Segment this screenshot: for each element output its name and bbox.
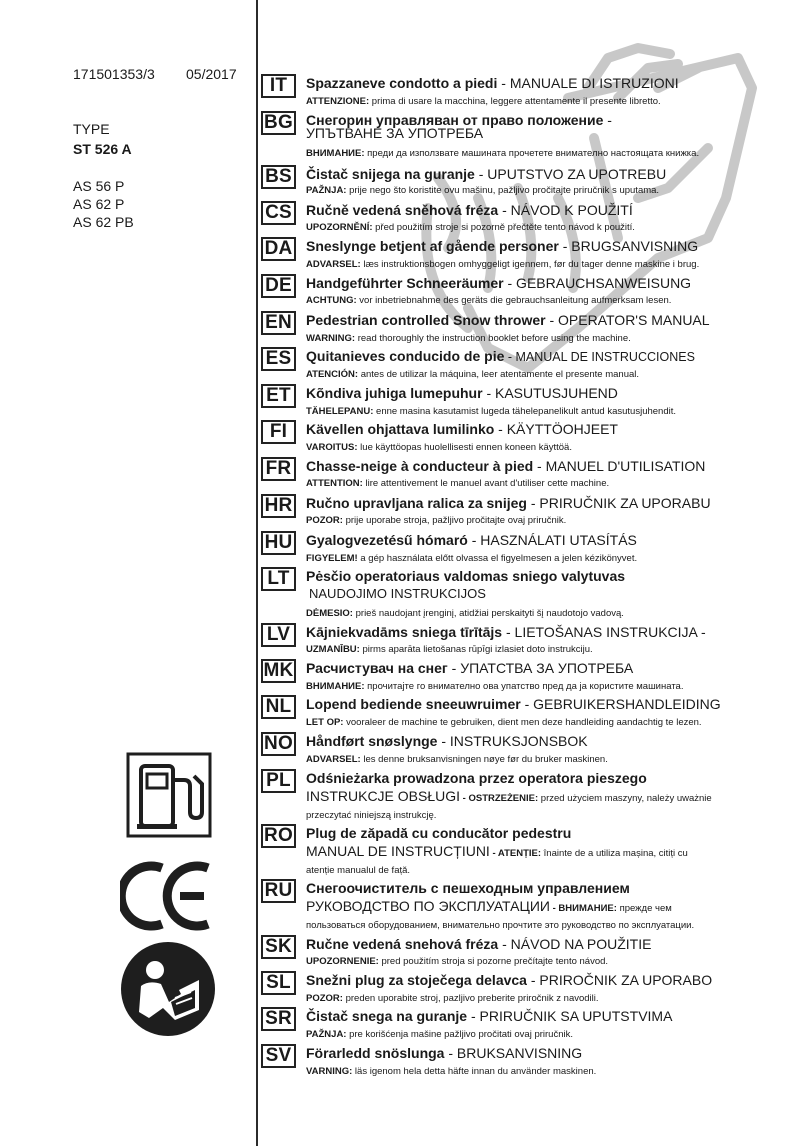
language-title: Lopend bediende sneeuwruimer - GEBRUIKERSHANDLEIDING <box>306 696 721 712</box>
warning-line: ADVARSEL: les denne bruksanvisningen nøye før du bruker maskinen. <box>306 754 608 765</box>
language-title: Čistač snega na guranje - PRIRUČNIK SA UPUTSTVIMA <box>306 1008 673 1024</box>
language-code-badge: RO <box>261 824 296 848</box>
language-title: Snežni plug za stoječega delavca - PRIROČNIK ZA UPORABO <box>306 972 713 988</box>
vertical-divider <box>256 0 258 1146</box>
language-title: Chasse-neige à conducteur à pied - MANUEL D'UTILISATION <box>306 458 706 474</box>
warning-line: TÄHELEPANU: enne masina kasutamist lugeda tähelepanelikult antud kasutusjuhendit. <box>306 406 677 417</box>
language-title: Pėsčio operatoriaus valdomas sniego valytuvas <box>306 568 626 584</box>
language-title: Ručně vedená sněhová fréza - NÁVOD K POUŽITÍ <box>306 202 633 218</box>
language-code-badge: NO <box>261 732 296 756</box>
language-code-badge: CS <box>261 201 296 225</box>
language-subtitle: NAUDOJIMO INSTRUKCIJOS <box>309 586 486 601</box>
language-code-badge: SV <box>261 1044 296 1068</box>
warning-line: ATTENZIONE: prima di usare la macchina, leggere attentamente il presente libretto. <box>306 96 661 107</box>
model-item: AS 56 P <box>73 178 125 194</box>
language-title: Kõndiva juhiga lumepuhur - KASUTUSJUHEND <box>306 385 618 401</box>
model-item: AS 62 PB <box>73 214 134 230</box>
language-title: Ručne vedená snehová fréza - NÁVOD NA POUŽITIE <box>306 936 652 952</box>
language-code-badge: LV <box>261 623 296 647</box>
warning-line: ВНИМАНИЕ: преди да използвате машината прочетете внимателно настоящата книжка. <box>306 148 700 159</box>
language-subtitle: РУКОВОДСТВО ПО ЭКСПЛУАТАЦИИ - ВНИМАНИЕ: прежде чем <box>306 898 672 914</box>
warning-line: PAŽNJA: pre korišćenja mašine pažljivo pročitati ovaj priručnik. <box>306 1029 573 1040</box>
language-title: Снегорин управляван от право положение - <box>306 112 612 128</box>
warning-line: пользоваться оборудованием, внимательно прочтите это руководство по эксплуатации. <box>306 920 695 931</box>
warning-line: VAROITUS: lue käyttöopas huolellisesti ennen koneen käyttöä. <box>306 442 572 453</box>
language-title: Расчистувач на снег - УПАТСТВА ЗА УПОТРЕБА <box>306 660 634 676</box>
language-code-badge: SL <box>261 971 296 995</box>
document-date: 05/2017 <box>186 66 237 82</box>
language-code-badge: EN <box>261 311 296 335</box>
document-code: 171501353/3 <box>73 66 155 82</box>
type-label: TYPE <box>73 121 110 137</box>
language-code-badge: BS <box>261 165 296 189</box>
language-code-badge: LT <box>261 567 296 591</box>
language-title: Pedestrian controlled Snow thrower - OPERATOR'S MANUAL <box>306 312 710 328</box>
language-title: Gyalogvezetésű hómaró - HASZNÁLATI UTASÍTÁS <box>306 532 637 548</box>
language-code-badge: SK <box>261 935 296 959</box>
warning-line: UPOZORNENIE: pred použitím stroja si pozorne prečítajte tento návod. <box>306 956 609 967</box>
language-code-badge: ET <box>261 384 296 408</box>
warning-line: UPOZORNĚNÍ: před použitím stroje si pozorně přečtěte tento návod k použití. <box>306 222 635 233</box>
warning-line: ATTENTION: lire attentivement le manuel avant d'utiliser cette machine. <box>306 478 610 489</box>
language-subtitle: INSTRUKCJE OBSŁUGI - OSTRZEŻENIE: przed użyciem maszyny, należy uważnie <box>306 788 712 804</box>
warning-line: ATENCIÓN: antes de utilizar la máquina, leer atentamente el presente manual. <box>306 369 640 380</box>
language-title: Håndført snøslynge - INSTRUKSJONSBOK <box>306 733 588 749</box>
model-item: AS 62 P <box>73 196 125 212</box>
warning-line: PAŽNJA: prije nego što koristite ovu mašinu, pažljivo pročitajte priručnik s uputama. <box>306 185 660 196</box>
warning-line: VARNING: läs igenom hela detta häfte innan du använder maskinen. <box>306 1066 597 1077</box>
language-code-badge: NL <box>261 695 296 719</box>
warning-line: DĖMESIO: prieš naudojant įrenginį, atidžiai perskaityti šį naudotojo vadovą. <box>306 608 624 619</box>
language-title: Spazzaneve condotto a piedi - MANUALE DI ISTRUZIONI <box>306 75 679 91</box>
language-code-badge: HR <box>261 494 296 518</box>
language-code-badge: DA <box>261 237 296 261</box>
language-title: Снегоочиститель с пешеходным управлением <box>306 880 630 896</box>
language-code-badge: SR <box>261 1007 296 1031</box>
language-title: Plug de zăpadă cu conducător pedestru <box>306 825 572 841</box>
language-code-badge: RU <box>261 879 296 903</box>
language-title: Kājniekvadāms sniega tīrītājs - LIETOŠANAS INSTRUKCIJA - <box>306 624 706 640</box>
language-title: Sneslynge betjent af gående personer - BRUGSANVISNING <box>306 238 699 254</box>
language-title: Kävellen ohjattava lumilinko - KÄYTTÖOHJEET <box>306 421 618 437</box>
language-title: Förarledd snöslunga - BRUKSANVISNING <box>306 1045 583 1061</box>
language-title: Ručno upravljana ralica za snijeg - PRIRUČNIK ZA UPORABU <box>306 495 711 511</box>
language-code-badge: ES <box>261 347 296 371</box>
warning-line: POZOR: preden uporabite stroj, pazljivo preberite priročnik z navodili. <box>306 993 599 1004</box>
language-code-badge: PL <box>261 769 296 793</box>
language-title: Čistač snijega na guranje - UPUTSTVO ZA UPOTREBU <box>306 166 667 182</box>
language-code-badge: MK <box>261 659 296 683</box>
warning-line: POZOR: prije uporabe stroja, pažljivo pročitajte ovaj priručnik. <box>306 515 567 526</box>
warning-line: ВНИМАНИЕ: прочитајте го внимателно ова упатство пред да ја користите машината. <box>306 681 684 692</box>
language-code-badge: FI <box>261 420 296 444</box>
warning-line: ACHTUNG: vor inbetriebnahme des geräts die gebrauchsanleitung aufmerksam lesen. <box>306 295 672 306</box>
language-subtitle: MANUAL DE INSTRUCȚIUNI - ATENȚIE: înainte de a utiliza mașina, citiți cu <box>306 843 688 859</box>
warning-line: atenție manualul de față. <box>306 865 411 876</box>
fuel-pump-icon <box>126 752 212 838</box>
language-code-badge: BG <box>261 111 296 135</box>
model-list <box>73 177 134 231</box>
ce-mark-icon <box>120 860 216 932</box>
warning-line: LET OP: vooraleer de machine te gebruiken, dient men deze handleiding aandachtig te lezen. <box>306 717 702 728</box>
language-code-badge: FR <box>261 457 296 481</box>
language-code-badge: DE <box>261 274 296 298</box>
language-subtitle: УПЪТВАНЕ ЗА УПОТРЕБА <box>306 125 484 141</box>
warning-line: ADVARSEL: læs instruktionsbogen omhyggeligt igennem, før du tager denne maskine i brug. <box>306 259 700 270</box>
language-code-badge: IT <box>261 74 296 98</box>
language-code-badge: HU <box>261 531 296 555</box>
warning-line: WARNING: read thoroughly the instruction booklet before using the machine. <box>306 333 631 344</box>
language-title: Handgeführter Schneeräumer - GEBRAUCHSANWEISUNG <box>306 275 692 291</box>
language-title: Odśnieżarka prowadzona przez operatora pieszego <box>306 770 647 786</box>
warning-line: UZMANĪBU: pirms aparāta lietošanas rūpīgi izlasiet doto instrukciju. <box>306 644 593 655</box>
language-title: Quitanieves conducido de pie - MANUAL DE INSTRUCCIONES <box>306 348 695 364</box>
read-manual-icon <box>119 940 217 1038</box>
warning-line: FIGYELEM! a gép használata előtt olvassa el figyelmesen a jelen kézikönyvet. <box>306 553 638 564</box>
warning-line: przeczytać niniejszą instrukcję. <box>306 810 437 821</box>
type-name: ST 526 A <box>73 141 132 157</box>
